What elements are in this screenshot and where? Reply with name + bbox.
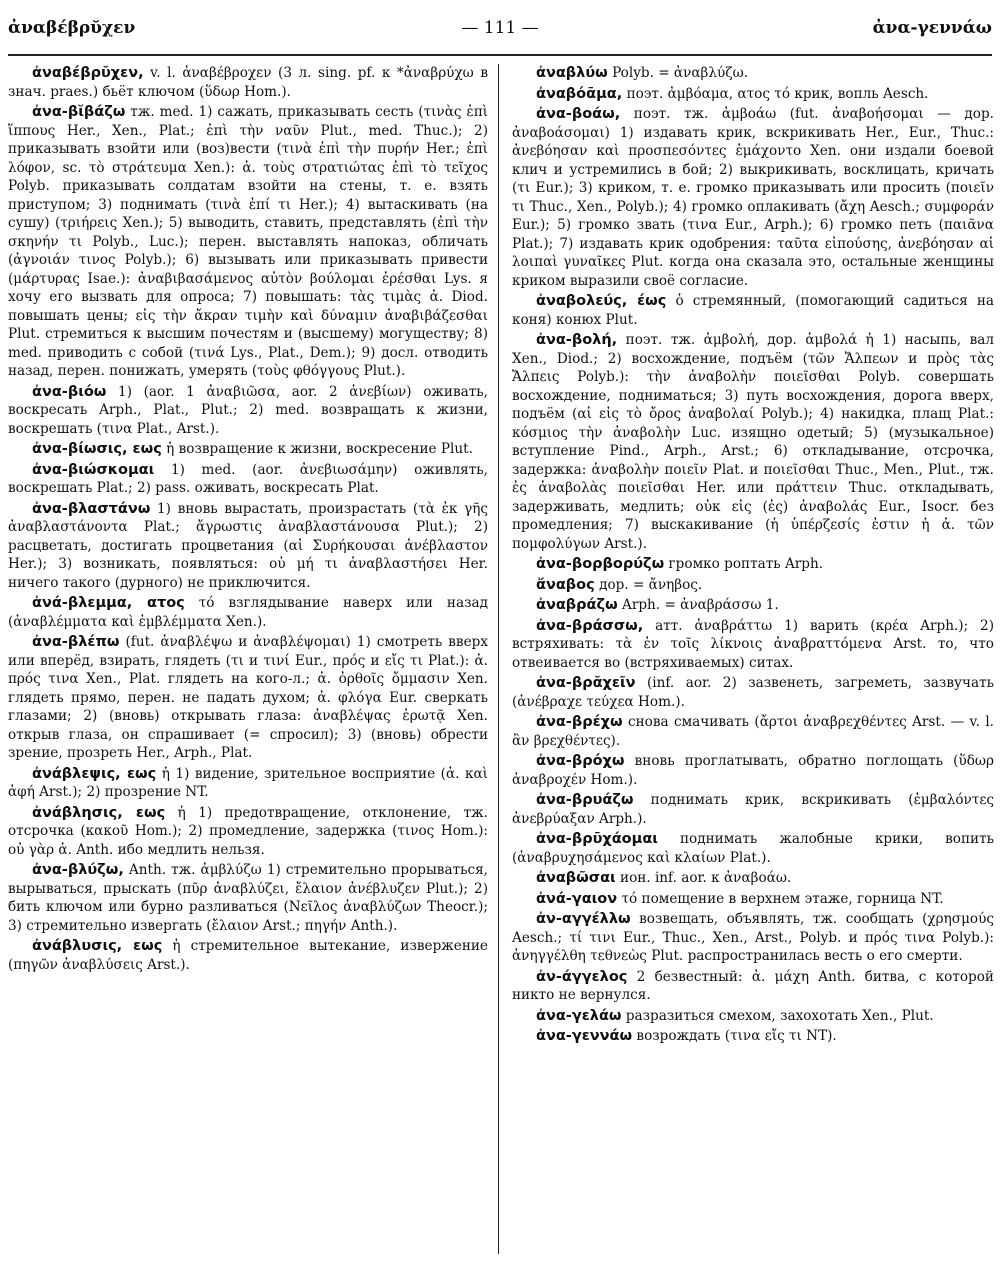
entry-headword: ἀνα-βλαστάνω [32,500,151,517]
dictionary-entry [512,910,994,966]
entry-definition: поэт. тж. ἀμβοάω (fut. ἀναβοήσομαι — дор. ἀναβοάσομαι) 1) издавать крик, вскрикивать Her., Eur., Thuc.: ἀνεβόησαν καὶ προσπεσόντες ἐμάχοντο Xen. они издали боевой клич и устремились в бой; 2) выкрикивать, восклицать, кричать (τι Eur.); 3) криком, т. е. громко приказывать или просить (ποιεῖν τι Thuc., Xen., Polyb.); 4) громко оплакивать (ἄχη Aesch.; συμφοράν Eur.); 5) громко звать (τινα Eur., Arph.); 6) громко петь (παιᾶνα Plat.); 7) издавать крик одобрения: ταῦτα εἰπούσης, ἀνεβόησαν αἱ λοιπαὶ γυναῖκες Plut. когда она сказала это, остальные женщины криком выразили своё согласие. [512,106,994,289]
dictionary-entry [512,1007,994,1026]
dictionary-entry [8,937,488,974]
entry-definition: ἡ 1) предотвращение, отклонение, тж. отсрочка (κακοῦ Hom.); 2) промедление, задержка (τινος Hom.): οὐ γὰρ ἀ. Anth. ибо медлить нельзя. [8,804,488,858]
dictionary-entry [8,594,488,631]
entry-definition: атт. ἀναβράττω 1) варить (κρέα Arph.); 2) встряхивать: τὰ ἐν τοῖς λίκνοις ἀναβραττόμενα Arst. то, что отвеивается во (встряхиваемых) ситах. [512,617,994,671]
entry-definition: (fut. ἀναβλέψω и ἀναβλέψομαι) 1) смотреть вверх или вперёд, взирать, глядеть (τι и τινί Eur., πρός и εἴς τι Plat.): ἀ. πρός τινα Xen., Plat. глядеть на кого-л.; ἀ. ὀρθοῖς ὄμμασιν Xen. глядеть прямо, перен. не падать духом; ἀ. φλόγα Eur. сверкать глазами; 2) (вновь) открывать глаза: ἀναβλέψας ἐρωτᾷ Xen. открыв глаза, он спрашивает (= спросил); 3) (вновь) обрести зрение, прозреть Her., Arph., Plat. [8,634,488,761]
entry-headword: ἀνα-βοάω, [536,106,621,122]
entry-definition: ἡ 1) видение, зрительное восприятие (ἀ. καὶ ἁφή Arst.); 2) прозрение NT. [8,765,488,800]
entry-definition: громко роптать Arph. [664,556,824,572]
entry-headword: ἀναβράζω [536,597,618,613]
dictionary-entry [512,890,994,909]
entry-definition: ὁ стремянный, (помогающий садиться на коня) конюх Plut. [512,293,994,328]
entry-definition: 1) med. (aor. ἀνεβιωσάμην) оживлять, воскрешать Plat.; 2) pass. оживать, воскресать Plat. [8,461,488,496]
left-column [8,64,488,976]
dictionary-entry [8,765,488,802]
entry-headword: ἀναβολεύς, έως [536,293,667,309]
dictionary-entry [512,596,994,615]
entry-headword: ἀνα-βορβορύζω [536,556,665,572]
page-number: — 111 — [461,18,539,38]
entry-definition: вновь проглатывать, обратно поглощать (ὕδωρ ἀναβροχέν Hom.). [512,753,994,788]
dictionary-entry [512,752,994,789]
entry-headword: ἀνάβλησις, εως [32,804,166,821]
entry-definition: дор. = ἄνηβος. [594,576,703,593]
dictionary-entry [8,440,488,459]
dictionary-entry [512,617,994,673]
entry-headword: ἀνα-βλύζω, [32,862,124,878]
entry-headword: ἀν-άγγελος [536,968,628,985]
entry-headword: ἀν-αγγέλλω [536,911,631,927]
entry-headword: ἀνα-γεννάω [536,1028,633,1044]
entry-definition: Polyb. = ἀναβλύζω. [607,65,749,81]
entry-definition: поэт. тж. ἀμβολή, дор. ἀμβολά ἡ 1) насыпь, вал Xen., Diod.; 2) восхождение, подъём (τῶν Ἄλπεων и πρὸς τὰς Ἄλπεις Polyb.): τὴν ἀναβολὴν ποιεῖσθαι Polyb. совершать восхождение, подниматься; 3) путь восхождения, дорога вверх, подъём (αἱ εἰς τὸ ὄρος ἀναβολαί Polyb.); 4) накидка, плащ Plat.: κόσμιος τὴν ἀναβολὴν Luc. изящно одетый; 5) (музыкальное) вступление Pind., Arph., Arst.; 6) откладывание, отсрочка, задержка: ἀναβολὴν ποιεῖν Plat. и ποιεῖσθαι Thuc., Men., Plut., тж. ἐς ἀναβολὰς ποιεῖσθαι Her. или πράττειν Thuc. откладывать, задерживать, медлить; οὐκ εἰς (ἐς) ἀναβολάς Eur., Isocr. без промедления; 7) выскакивание (ἡ ὑπέρζεσίς ἐστιν ἡ ἀ. τῶν πομφολύγων Arst.). [512,332,994,552]
entry-headword: ἀνα-βράσσω, [536,617,644,634]
entry-headword: ἀνα-βιόω [32,383,107,400]
column-divider [498,64,499,1254]
entry-definition: разразиться смехом, захохотать Xen., Plut. [621,1007,934,1024]
dictionary-entry [512,331,994,553]
dictionary-entry [512,555,994,574]
entry-headword: ἀνα-βρᾰχεῖν [536,675,636,691]
dictionary-entry [512,292,994,329]
entry-headword: ἀνα-βλέπω [32,634,120,650]
entry-definition: Arph. = ἀναβράσσω 1. [617,597,779,613]
entry-definition: ион. inf. aor. к ἀναβοάω. [615,870,792,886]
entry-headword: ἀνα-βολή, [536,332,618,348]
entry-headword: ἀνάβλεψις, εως [32,765,157,782]
entry-definition: Anth. тж. ἀμβλύζω 1) стремительно прорываться, вырываться, прыскать (πῦρ ἀναβλύζει, ἔλαιον ἀνέβλυζεν Plut.); 2) бить ключом или бурно разливаться (Νεῖλος ἀναβλύζων Theocr.); 3) стремительно извергать (ἔλαιον Arst.; πηγήν Anth.). [8,862,488,934]
dictionary-entry [8,103,488,381]
dictionary-entry [8,64,488,101]
dictionary-entry [512,1027,994,1046]
entry-definition: возрождать (τινα εἴς τι NT). [632,1028,837,1044]
entry-definition: 1) (aor. 1 ἀναβιῶσα, aor. 2 ἀνεβίων) оживать, воскресать Arph., Plat., Plut.; 2) med. возвращать к жизни, воскрешать (τινα Plat., Arst.). [8,383,488,437]
header-first-word: ἀναβέβρῠχεν [8,18,136,38]
dictionary-entry [512,64,994,83]
dictionary-entry [8,500,488,593]
entry-headword: ἀνα-βρυάζω [536,792,634,808]
entry-definition: 1) вновь вырастать, произрастать (τὰ ἐκ γῆς ἀναβλαστάνοντα Plat.; ἄγρωστις ἀναβλαστάνουσα Plut.); 2) расцветать, достигать процветания (αἱ Συρήκουσαι ἀνέβλαστον Her.); 3) возникать, появляться: οὐ μή τι ἀναβλαστήσει Her. ничего такого (дурного) не приключится. [8,500,488,591]
dictionary-entry [512,105,994,290]
entry-headword: ἀνα-βίωσις, εως [32,441,162,457]
dictionary-entry [8,804,488,860]
dictionary-entry [512,85,994,104]
dictionary-entry [512,968,994,1005]
entry-definition: ἡ стремительное вытекание, извержение (πηγῶν ἀναβλύσεις Arst.). [8,938,488,973]
entry-headword: ἀναβέβρῠχεν, [32,65,144,81]
entry-headword: ἀνα-βρέχω [536,714,623,730]
dictionary-entry [512,791,994,828]
dictionary-entry [512,576,994,595]
entry-definition: τό взглядывание наверх или назад (ἀναβλέμματα καὶ ἐμβλέμματα Xen.). [8,595,488,630]
dictionary-entry [512,869,994,888]
running-header [8,12,992,42]
entry-definition: тж. med. 1) сажать, приказывать сесть (τινὰς ἐπὶ ἵππους Her., Xen., Plat.; ἐπὶ τὴν ναῦν Plut., med. Thuc.); 2) приказывать взойти или (воз)вести (τινὰ ἐπὶ τὴν πυρήν Her.; ἐπὶ λόφον, sc. τὸ στράτευμα Xen.): ἀ. τοὺς στρατιώτας ἐπὶ τὸ τεῖχος Polyb. приказывать солдатам взойти на стены, т. е. взять приступом; 3) поднимать (τινὰ ἐπί τι Her.); 4) вытаскивать (на сушу) (τριήρεις Xen.); 5) выводить, ставить, представлять (ἐπὶ τὴν σκηνήν τι Polyb., Luc.); перен. выставлять напоказ, обличать (ἀγνοιάν τινος Polyb.); 6) вызывать или приказывать привести (μάρτυρας Isae.): ἀναβιβασάμενος αὐτὸν βούλομαι ἐρέσθαι Lys. я хочу его вызвать для опроса; 7) повышать: τὰς τιμὰς ἀ. Diod. повышать цены; εἰς τὴν ἄκραν τιμὴν καὶ δύναμιν ἀναβιβάζεσθαι Plut. стремиться к высшим почестям и (высшему) могуществу; 8) med. приводить с собой (τινά Lys., Plat., Dem.); 9) досл. отводить назад, перен. понижать, умерять (τοὺς φθόγγους Plut.). [8,104,488,379]
dictionary-entry [8,383,488,439]
header-rule [8,54,992,56]
entry-headword: ἀναβόᾱμα, [536,85,623,102]
entry-definition: (inf. aor. 2) зазвенеть, загреметь, зазвучать (ἀνέβραχε τεύχεα Hom.). [512,675,994,710]
entry-headword: ἀναβλύω [536,65,608,81]
dictionary-entry [512,674,994,711]
entry-headword: ἀνάβλυσις, εως [32,938,163,954]
entry-headword: ἀνα-βιώσκομαι [32,461,155,478]
entry-definition: поэт. ἀμβόαμα, ατος τό крик, вопль Aesch. [622,85,929,102]
entry-headword: ἀνά-βλεμμα, ατος [32,595,185,611]
dictionary-entry [512,830,994,867]
entry-definition: поднимать крик, вскрикивать (ἐμβαλόντες ἀνεβρύαξαν Arph.). [512,792,994,827]
dictionary-entry [8,861,488,935]
right-column [512,64,994,1048]
entry-headword: ἀνα-βῐβάζω [32,104,126,120]
entry-headword: ἀνά-γαιον [536,890,618,907]
entry-headword: ἀνα-γελάω [536,1007,622,1024]
entry-headword: ἄναβος [536,576,595,593]
entry-headword: ἀναβῶσαι [536,870,616,886]
dictionary-entry [512,713,994,750]
entry-headword: ἀνα-βρόχω [536,753,625,769]
entry-definition: возвещать, объявлять, тж. сообщать (χρησμούς Aesch.; τί τινι Eur., Thuc., Xen., Arst., Polyb. и πρός τινα Polyb.): ἀνηγγέλθη τεθνεὼς Plut. распространилась весть о его смерти. [512,911,994,964]
entry-headword: ἀνα-βρῡχάομαι [536,831,658,847]
entry-definition: v. l. ἀναβέβροχεν (3 л. sing. pf. к *ἀναβρύχω в знач. praes.) бьёт ключом (ὕδωρ Hom.). [8,65,488,100]
dictionary-entry [8,461,488,498]
entry-definition: 2 безвестный: ἀ. μάχη Anth. битва, с которой никто не вернулся. [512,968,994,1003]
entry-definition: поднимать жалобные крики, вопить (ἀναβρυχησάμενος καὶ κλαίων Plat.). [512,831,994,866]
entry-definition: ἡ возвращение к жизни, воскресение Plut. [161,441,473,457]
entry-definition: τό помещение в верхнем этаже, горница NT. [617,890,944,907]
dictionary-entry [8,633,488,763]
header-last-word: ἀνα-γεννάω [872,18,992,38]
entry-definition: снова смачивать (ἄρτοι ἀναβρεχθέντες Arst. — v. l. ἂν βρεχθέντες). [512,714,994,749]
